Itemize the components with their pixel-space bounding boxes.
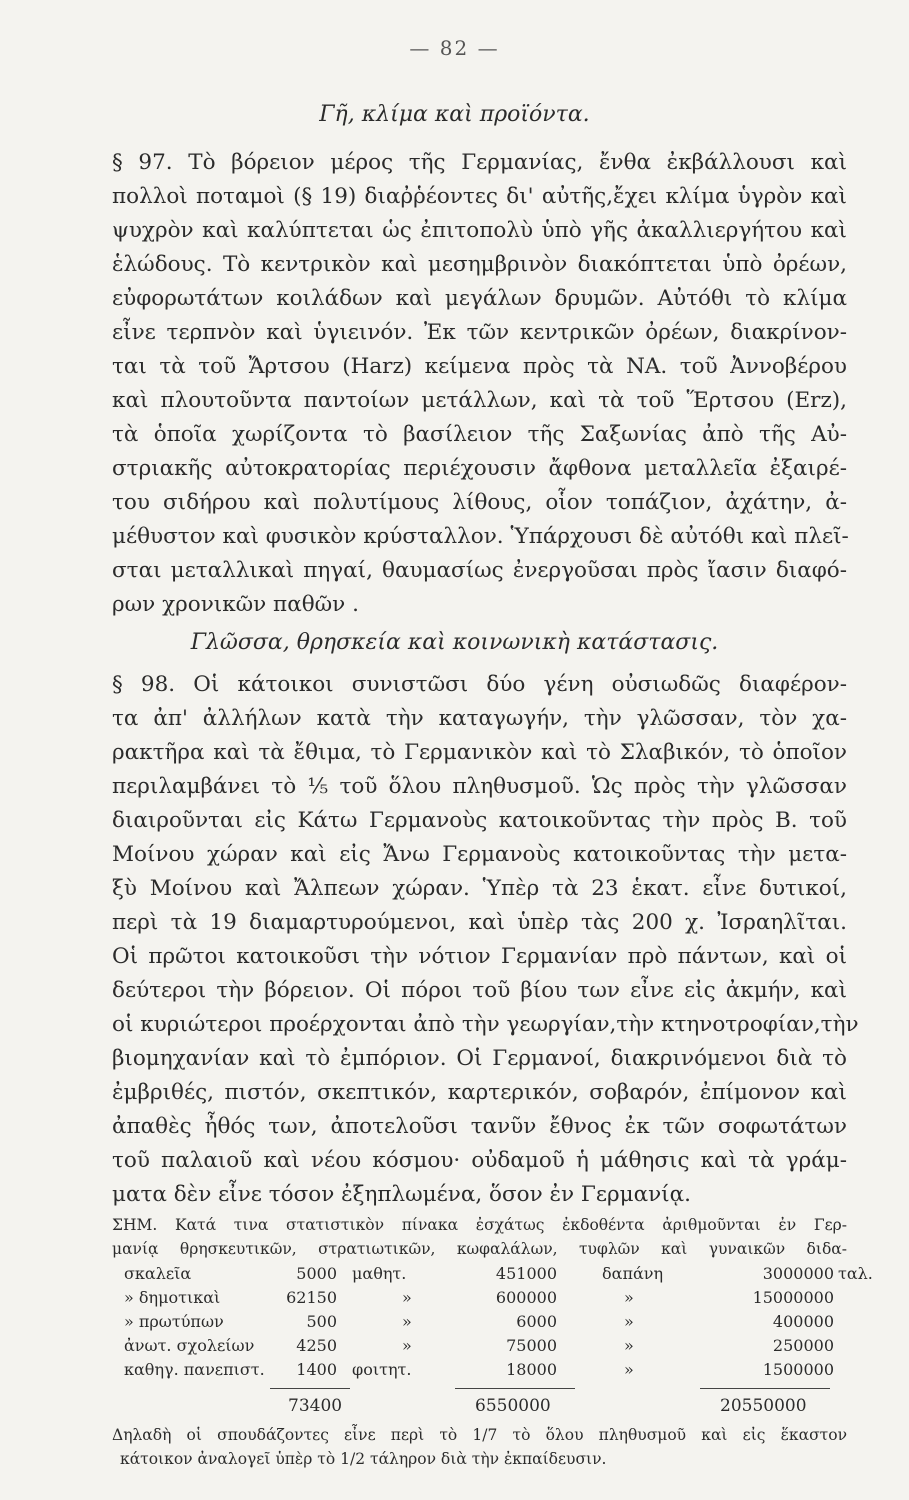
text-line: στριακῆς αὐτοκρατορίας περιέχουσιν ἄφθονα μεταλλεῖα ἐξαιρέ- — [112, 456, 847, 481]
section-heading-language: Γλῶσσα, θρησκεία καὶ κοινωνικὴ κατάστασις. — [190, 630, 719, 655]
expense-value: 3000000 — [762, 1264, 834, 1283]
expense-value: 250000 — [772, 1336, 834, 1355]
text-line: Μοίνου χώραν καὶ εἰς Ἄνω Γερμανοὺς κατοικοῦντας τὴν μετα- — [112, 842, 847, 867]
table-row — [112, 1362, 847, 1382]
total-expense: 20550000 — [720, 1396, 807, 1416]
note-line: Δηλαδὴ οἱ σπουδάζοντες εἶνε περὶ τὸ 1/7 τὸ ὅλου πληθυσμοῦ καὶ εἰς ἕκαστον — [112, 1426, 847, 1444]
table-row — [112, 1314, 847, 1334]
text-line: καὶ πλουτοῦντα παντοίων μετάλλων, καὶ τὰ τοῦ Ἕρτσου (Erz), — [112, 388, 847, 413]
text-line: ρακτῆρα καὶ τὰ ἔθιμα, τὸ Γερμανικὸν καὶ τὸ Σλαβικόν, τὸ ὁποῖον — [112, 740, 847, 765]
table-row — [112, 1290, 847, 1310]
text-line: ἐμβριθές, πιστόν, σκεπτικόν, καρτερικόν, σοβαρόν, ἐπίμονον καὶ — [112, 1080, 847, 1105]
text-line: περὶ τὰ 19 διαμαρτυρούμενοι, καὶ ὑπὲρ τὰς 200 χ. Ἰσραηλῖται. — [112, 910, 847, 935]
students-value: 18000 — [506, 1360, 557, 1379]
text-line: τα ἀπ' ἀλλήλων κατὰ τὴν καταγωγήν, τὴν γλῶσσαν, τὸν χα- — [112, 706, 847, 731]
students-value: 75000 — [506, 1336, 557, 1355]
text-line: Οἱ πρῶτοι κατοικοῦσι τὴν νότιον Γερμανίαν πρὸ πάντων, καὶ οἱ — [112, 944, 847, 969]
ditto-mark: » — [624, 1312, 634, 1331]
text-line: του σιδήρου καὶ πολυτίμους λίθους, οἷον τοπάζιον, ἀχάτην, ἀ- — [112, 490, 847, 515]
text-line: εὐφορωτάτων κοιλάδων καὶ μεγάλων δρυμῶν. Αὐτόθι τὸ κλίμα — [112, 286, 847, 311]
ditto-mark: » — [402, 1312, 412, 1331]
expense-label: δαπάνη — [602, 1264, 664, 1283]
row-label: σκαλεῖα — [124, 1264, 192, 1283]
table-row — [112, 1264, 873, 1286]
sum-rule — [455, 1388, 575, 1389]
count-value: 62150 — [286, 1288, 337, 1307]
row-label: » πρωτύπων — [124, 1312, 224, 1331]
page-number: — 82 — — [409, 36, 500, 60]
text-line: τὰ ὁποῖα χωρίζοντα τὸ βασίλειον τῆς Σαξωνίας ἀπὸ τῆς Αὐ- — [112, 422, 847, 447]
text-line: ξὺ Μοίνου καὶ Ἄλπεων χώραν. Ὑπὲρ τὰ 23 ἑκατ. εἶνε δυτικοί, — [112, 876, 847, 901]
students-value: 6000 — [516, 1312, 557, 1331]
text-line: περιλαμβάνει τὸ ⅕ τοῦ ὅλου πληθυσμοῦ. Ὡς πρὸς τὴν γλῶσσαν — [112, 774, 847, 799]
count-unit: μαθητ. — [352, 1264, 407, 1283]
expense-value: 1500000 — [762, 1360, 834, 1379]
text-line: εἶνε τερπνὸν καὶ ὑγιεινόν. Ἐκ τῶν κεντρικῶν ὀρέων, διακρίνον- — [112, 320, 847, 345]
students-value: 451000 — [495, 1264, 557, 1283]
expense-value: 400000 — [772, 1312, 834, 1331]
ditto-mark: » — [402, 1336, 412, 1355]
text-line: ψυχρὸν καὶ καλύπτεται ὡς ἐπιτοπολὺ ὑπὸ γῆς ἀκαλλιεργήτου καὶ — [112, 218, 847, 243]
note-line: κάτοικον ἀναλογεῖ ὑπὲρ τὸ 1/2 τάληρον διὰ τὴν ἐκπαίδευσιν. — [120, 1450, 607, 1468]
count-value: 1400 — [296, 1360, 337, 1379]
text-line: δεύτεροι τὴν βόρειον. Οἱ πόροι τοῦ βίου των εἶνε εἰς ἀκμήν, καὶ — [112, 978, 847, 1003]
count-unit: φοιτητ. — [352, 1360, 412, 1379]
sum-rule — [270, 1388, 350, 1389]
total-students: 6550000 — [475, 1396, 551, 1416]
row-label: καθηγ. πανεπιστ. — [124, 1360, 265, 1379]
ditto-mark: » — [402, 1288, 412, 1307]
ditto-mark: » — [624, 1360, 634, 1379]
text-line: πολλοὶ ποταμοὶ (§ 19) διαῤῥέοντες δι' αὐτῆς,ἔχει κλίμα ὑγρὸν καὶ — [112, 184, 847, 209]
count-value: 500 — [306, 1312, 337, 1331]
text-line: ἀπαθὲς ἦθός των, ἀποτελοῦσι τανῦν ἔθνος ἐκ τῶν σοφωτάτων — [112, 1114, 847, 1139]
total-count: 73400 — [288, 1396, 343, 1416]
sum-rule — [700, 1388, 830, 1389]
text-line: § 98. Οἱ κάτοικοι συνιστῶσι δύο γένη οὐσιωδῶς διαφέρον- — [112, 672, 847, 697]
students-value: 600000 — [495, 1288, 557, 1307]
text-line: βιομηχανίαν καὶ τὸ ἐμπόριον. Οἱ Γερμανοί, διακρινόμενοι διὰ τὸ — [112, 1046, 847, 1071]
table-row — [112, 1338, 847, 1358]
text-line: ἑλώδους. Τὸ κεντρικὸν καὶ μεσημβρινὸν διακόπτεται ὑπὸ ὀρέων, — [112, 252, 847, 277]
text-line: § 97. Τὸ βόρειον μέρος τῆς Γερμανίας, ἔνθα ἐκβάλλουσι καὶ — [112, 150, 847, 175]
text-line: ματα δὲν εἶνε τόσον ἐξηπλωμένα, ὅσον ἐν Γερμανίᾳ. — [112, 1182, 691, 1207]
currency-unit: ταλ. — [838, 1264, 873, 1283]
ditto-mark: » — [624, 1288, 634, 1307]
note-line: ΣΗΜ. Κατά τινα στατιστικὸν πίνακα ἐσχάτως ἐκδοθέντα ἀριθμοῦνται ἐν Γερ- — [112, 1216, 847, 1234]
note-line: μανίᾳ θρησκευτικῶν, στρατιωτικῶν, κωφαλάλων, τυφλῶν καὶ γυναικῶν διδα- — [112, 1240, 847, 1258]
text-line: διαιροῦνται εἰς Κάτω Γερμανοὺς κατοικοῦντας τὴν πρὸς Β. τοῦ — [112, 808, 847, 833]
text-line: ται τὰ τοῦ Ἄρτσου (Harz) κείμενα πρὸς τὰ ΝΑ. τοῦ Ἀννοβέρου — [112, 354, 847, 379]
text-line: μέθυστον καὶ φυσικὸν κρύσταλλον. Ὑπάρχουσι δὲ αὐτόθι καὶ πλεῖ- — [112, 524, 849, 549]
row-label: ἀνωτ. σχολείων — [124, 1336, 255, 1355]
text-line: οἱ κυριώτεροι προέρχονται ἀπὸ τὴν γεωργίαν,τὴν κτηνοτροφίαν,τὴν — [112, 1012, 859, 1037]
count-value: 5000 — [296, 1264, 337, 1283]
section-heading-geography: Γῆ, κλίμα καὶ προϊόντα. — [319, 102, 590, 127]
text-line: σται μεταλλικαὶ πηγαί, θαυμασίως ἐνεργοῦσαι πρὸς ἴασιν διαφό- — [112, 558, 847, 583]
text-line: ρων χρονικῶν παθῶν . — [112, 592, 359, 617]
row-label: » δημοτικαὶ — [124, 1288, 221, 1307]
count-value: 4250 — [296, 1336, 337, 1355]
expense-value: 15000000 — [752, 1288, 834, 1307]
text-line: τοῦ παλαιοῦ καὶ νέου κόσμου· οὐδαμοῦ ἡ μάθησις καὶ τὰ γράμ- — [112, 1148, 847, 1173]
ditto-mark: » — [624, 1336, 634, 1355]
